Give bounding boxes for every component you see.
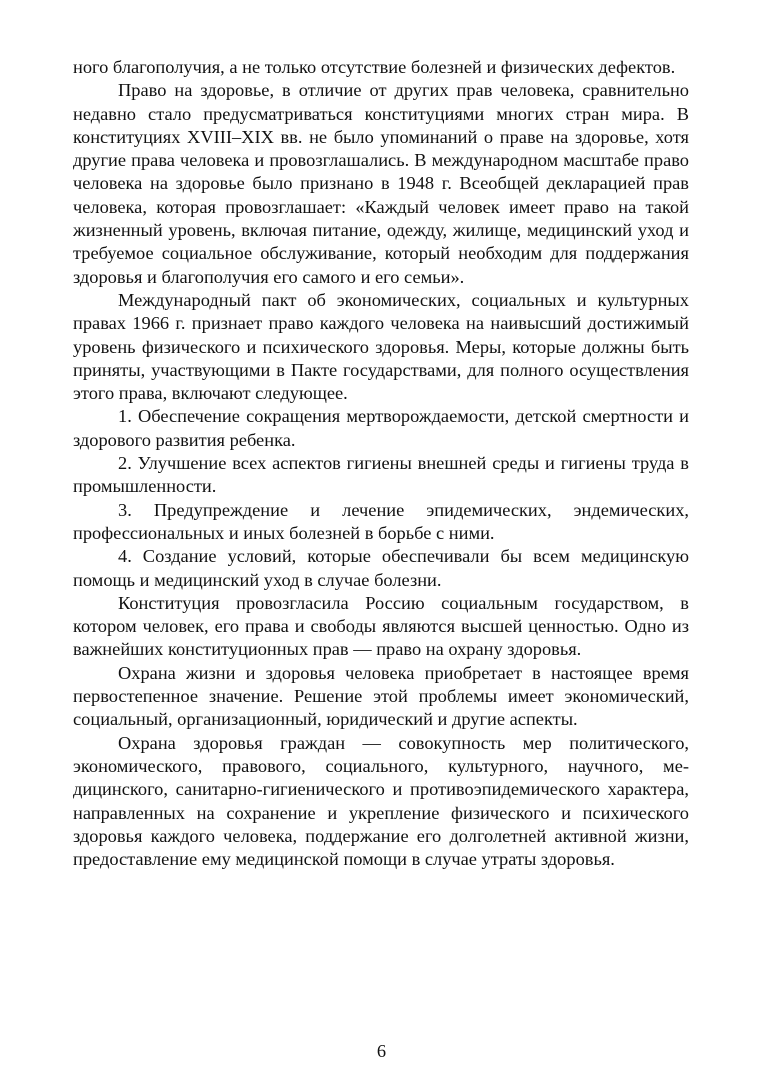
paragraph-health-protection-definition: Охрана здоровья граждан — совокупность мер политического, экономического, правового, социального, культурного, научного, медицинского, санитарно-гигиенического и противоэпидемического характера, направленных на сохранение и укрепление физического и психического здоровья каждого человека, поддержание его долголетней активной жизни, предоставление ему медицинской помощи в случае утраты здоровья. [73, 732, 689, 870]
page-body [73, 56, 689, 871]
paragraph-constitution: Конституция провозгласила Россию социальным государством, в котором человек, его права и свободы являются высшей ценностью. Одно из важнейших конституционных прав — право на охрану здоровья. [73, 592, 689, 660]
paragraph-right-to-health: Право на здоровье, в отличие от других прав человека, сравнительно недавно стало предусматриваться конституциями многих стран мира. В конституциях XVIII–XIX вв. не было упоминаний о праве на здоровье, хотя другие права человека и провозглашались. В международном масштабе право человека на здоровье было признано в 1948 г. Всеобщей декларацией прав человека, которая провозглашает: «Каждый человек имеет право на такой жизненный уровень, включая питание, одежду, жилище, медицинский уход и требуемое социальное обслуживание, который необходим для поддержания здоровья и благополучия его самого и его семьи». [73, 80, 689, 287]
paragraph-international-covenant: Международный пакт об экономических, социальных и культурных правах 1966 г. признает право каждого человека на наивысший достижимый уровень физического и психического здоровья. Меры, которые должны быть приняты, участвующими в Пакте государствами, для полного осуществления этого права, включают следующее. [73, 289, 689, 404]
list-item-4: 4. Создание условий, которые обеспечивали бы всем медицинскую помощь и медицинский уход в случае болезни. [73, 546, 689, 590]
page-number: 6 [376, 1041, 387, 1061]
paragraph-life-protection: Охрана жизни и здоровья человека приобретает в настоящее время первостепенное значение. Решение этой проблемы имеет экономический, социальный, организационный, юридический и другие аспекты. [73, 662, 689, 730]
paragraph-continuation: ного благополучия, а не только отсутствие болезней и физических дефектов. [73, 57, 676, 77]
list-item-3: 3. Предупреждение и лечение эпидемических, эндемических, профессиональных и иных болезней в борьбе с ними. [73, 499, 689, 543]
list-item-2: 2. Улучшение всех аспектов гигиены внешней среды и гигиены труда в промышленности. [73, 453, 689, 497]
list-item-1: 1. Обеспечение сокращения мертворождаемости, детской смертности и здорового развития ребенка. [73, 406, 689, 450]
